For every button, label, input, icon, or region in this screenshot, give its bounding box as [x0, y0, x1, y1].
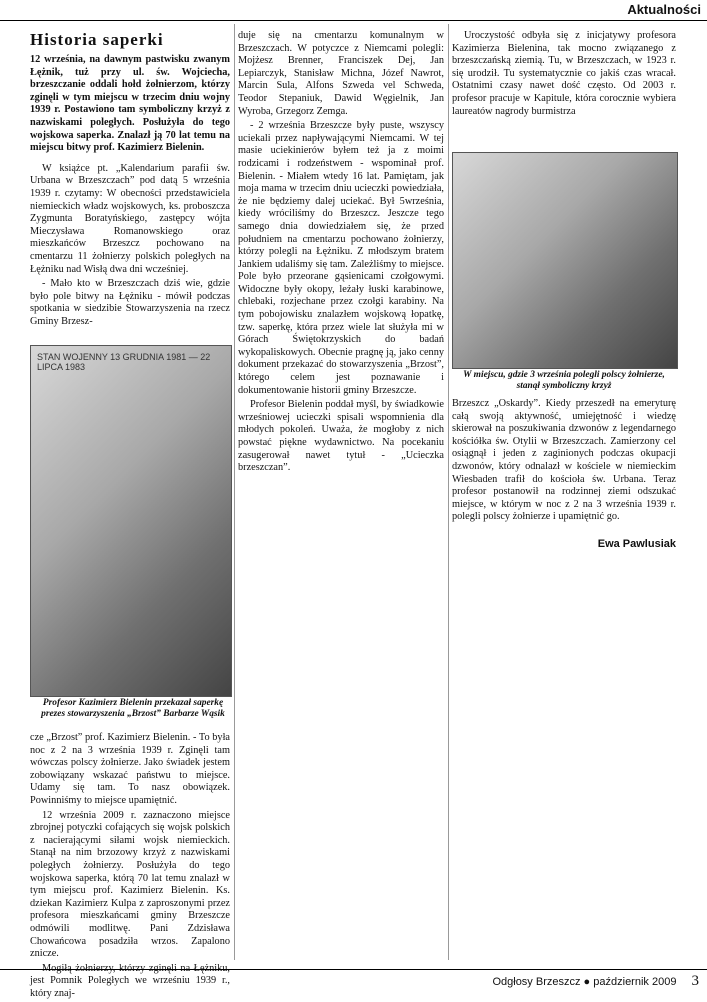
header-rule — [0, 20, 707, 21]
publication-name: Odgłosy Brzeszcz — [492, 976, 581, 988]
page-footer — [492, 973, 699, 990]
footer-bullet: ● — [583, 976, 591, 988]
paragraph: duje się na cmentarzu komunalnym w Brzeszczach. W potyczce z Niemcami polegli: Mojżesz Brenner, Franciszek Dej, Jan Lepiarczyk, Stanisław Michna, Józef Nawrot, Marcin Sula, Alfons Szweda vel Schweda, Teodor Stepaniuk, Dawid Węgielnik, Jan Wyroba, Grzegorz Zemga. — [238, 30, 444, 117]
article-author: Ewa Pawlusiak — [597, 538, 676, 550]
footer-rule — [0, 969, 707, 970]
paragraph: Mogiłą żołnierzy, którzy zginęli na Łężniku, jest Pomnik Poległych we wrześniu 1939 r., który znaj- — [30, 962, 230, 999]
paragraph: Brzeszcz „Oskardy”. Kiedy przeszedł na emeryturę całą swoją aktywność, umiejętność i wiedzę skierował na poszukiwania dzwonów z legendarnego kościółka św. Otylii w Brzeszczach. Zamierzony cel osiągnął i jeden z zaginionych podczas okupacji dzwonów, który odnalazł w kościele w niemieckim Wiesbaden trafił do kościoła św. Urbana. Teraz profesor postanowił na rodzinnej ziemi odszukać miejsce, w którym w noc z 2 na 3 września 1939 r. polegli polscy żołnierze i upamiętnić go. — [452, 398, 676, 523]
photo-caption: W miejscu, gdzie 3 września polegli polscy żołnierze, stanął symboliczny krzyż — [463, 370, 665, 391]
column-1 — [30, 30, 230, 330]
section-label: Aktualności — [627, 2, 701, 17]
paragraph: - 2 września Brzeszcze były puste, wszyscy uciekali przez napływającymi Niemcami. W tej masie uciekinierów byłem też ja z moimi rodzicami i rodzeństwem - wspominał prof. Bielenin. - Miałem wtedy 16 lat. Pamiętam, jak moja mama w trzecim dniu ucieczki powiedziała, że nie będziemy dalej uciekać. Był 5września, kiedy wróciliśmy do Brzeszcz. Jeszcze tego samego dnia dowiedziałem się, że przed południem na cmentarzu pochowano żołnierzy, którzy polegli na Łężniku. Z młodszym bratem Jankiem udaliśmy się tam. Zależliśmy to miejsce. Pole było przeorane gąsienicami czołgowymi. Widoczne były okopy, leżały łuski karabinowe, chlebaki, rozjechane przez czołgi karabiny. Na tym pobojowisku znalazłem wojskową łopatkę, tzw. saperkę, która przez wiele lat służyła mi w Górach Świętokrzyskich do badań wykopaliskowych. Obecnie pragnę ją, jako cenny dokument przekazać do stowarzyszenia „Brzost”, którego celem jest poznawanie i dokumentowanie historii gminy Brzeszcze. — [238, 120, 444, 396]
paragraph: Profesor Bielenin poddał myśl, by świadkowie wrześniowej ucieczki spisali wspomnienia dla młodych pokoleń. Uważa, że mogłoby z nich powstać piękne wydawnictwo. Na pocekaniu zasugerował nawet tytuł - „Ucieczka brzeszczan”. — [238, 399, 444, 474]
column-1-continued — [30, 732, 230, 1002]
photo-handover — [30, 345, 232, 697]
photo-board-text: STAN WOJENNY 13 GRUDNIA 1981 — 22 LIPCA 1983 — [37, 352, 211, 372]
issue-date: październik 2009 — [593, 976, 677, 988]
article-lead: 12 września, na dawnym pastwisku zwanym Łężnik, tuż przy ul. św. Wojciecha, brzeszczanie oddali hołd żołnierzom, którzy zginęli w tym miejscu w trzecim dniu wojny 1939 r. Postawiono tam symboliczny krzyż z nazwiskami poległych. Posłużyła do tego wojskowa saperka. Znalazł ją 70 lat temu na miejscu bitwy prof. Kazimierz Bielenin. — [30, 54, 230, 154]
paragraph: W książce pt. „Kalendarium parafii św. Urbana w Brzeszczach” pod datą 5 września 1939 r. czytamy: W obecności przedstawiciela niemieckich władz wojskowych, ks. proboszcza Zygmunta Boratyńskiego, zastępcy wójta Mieczysława Romanowskiego oraz mieszkańców Brzeszcz pochowano na cmentarzu 11 żołnierzy polskich poległych na Łężniku nad Wisłą dwa dni wcześniej. — [30, 162, 230, 275]
photo-cross-ceremony — [452, 152, 678, 369]
page-number: 3 — [691, 973, 699, 989]
photo-caption: Profesor Kazimierz Bielenin przekazał saperkę prezes stowarzyszenia „Brzost” Barbarze Wąsik — [41, 698, 225, 719]
paragraph: Uroczystość odbyła się z inicjatywy profesora Kazimierza Bielenina, tak mocno związanego z brzeszczańską ziemią. Tu, w Brzeszczach, w 1923 r. się urodził. Tu systematycznie co jakiś czas wracał. Ostatnimi czasy nawet dość często. Od 2003 r. profesor pracuje w Kapitule, która corocznie wybiera laureatów nagrody burmistrza — [452, 30, 676, 117]
column-2 — [238, 30, 444, 477]
paragraph: 12 września 2009 r. zaznaczono miejsce zbrojnej potyczki cofających się wojsk polskich z nacierającymi siłami wojsk niemieckich. Stanął na nim brzozowy krzyż z nazwiskami poległych żołnierzy. Posłużyła do tego wojskowa saperka, którą 70 lat temu znalazł w tym miejscu prof. Kazimierz Bielenin. Ks. dziekan Kazimierz Kulpa z zaproszonymi przez profesora mieszkańcami gminy Brzeszcze odmówili modlitwę. Pani Zdzisława Chowańcowa posadziła wrzos. Zapalono znicze. — [30, 809, 230, 960]
paragraph: - Mało kto w Brzeszczach dziś wie, gdzie było pole bitwy na Łężniku - mówił podczas spotkania w siedzibie Stowarzyszenia na rzecz Gminy Brzesz- — [30, 278, 230, 327]
article-title: Historia saperki — [30, 30, 164, 49]
column-3-continued — [452, 398, 676, 526]
column-divider — [234, 24, 235, 960]
paragraph: cze „Brzost” prof. Kazimierz Bielenin. - To była noc z 2 na 3 września 1939 r. Zginęli tam wówczas polscy żołnierze. Jako świadek jestem zobowiązany wskazać państwu to miejsce. Udamy się tam. To nasz obowiązek. Powinniśmy to miejsce upamiętnić. — [30, 732, 230, 806]
column-divider — [448, 24, 449, 960]
column-3 — [452, 30, 676, 120]
